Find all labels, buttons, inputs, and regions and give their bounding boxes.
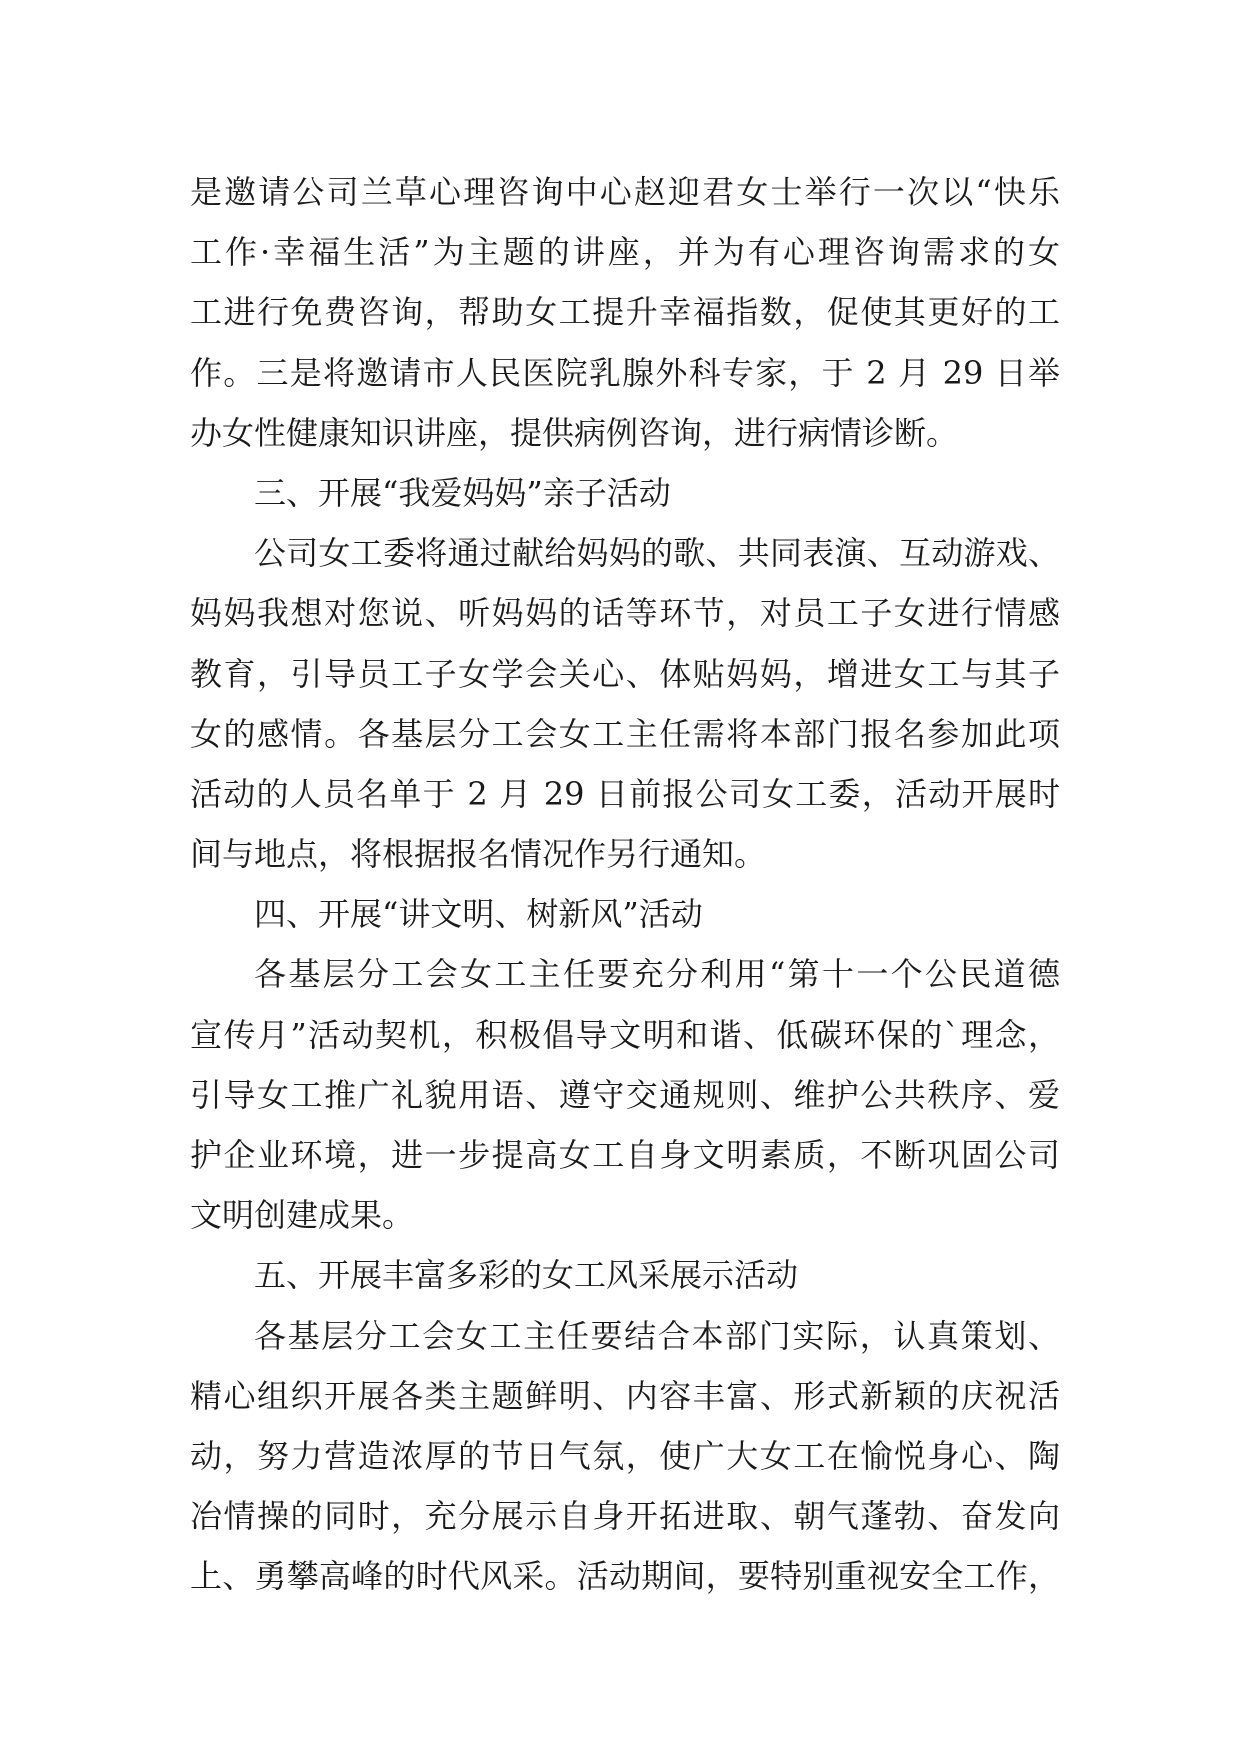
text-line: 护企业环境，进一步提高女工自身文明素质，不断巩固公司 bbox=[190, 1136, 1060, 1174]
text-line: 是邀请公司兰草心理咨询中心赵迎君女士举行一次以“快乐 bbox=[190, 173, 1060, 211]
text-line: 引导女工推广礼貌用语、遵守交通规则、维护公共秩序、爱 bbox=[190, 1075, 1060, 1114]
text-line: 活动的人员名单于 2 月 29 日前报公司女工委，活动开展时 bbox=[190, 774, 1060, 813]
text-line: 教育，引导员工子女学会关心、体贴妈妈，增进女工与其子 bbox=[190, 654, 1060, 693]
text-line: 妈妈我想对您说、听妈妈的话等环节，对员工子女进行情感 bbox=[190, 594, 1060, 633]
paragraph bbox=[190, 1306, 1060, 1607]
section-heading: 四、开展“讲文明、树新风”活动 bbox=[254, 895, 703, 934]
text-line: 女的感情。各基层分工会女工主任需将本部门报名参加此项 bbox=[190, 714, 1060, 753]
text-line: 办女性健康知识讲座，提供病例咨询，进行病情诊断。 bbox=[190, 413, 959, 452]
paragraph bbox=[190, 162, 1060, 463]
text-line: 精心组织开展各类主题鲜明、内容丰富、形式新颖的庆祝活 bbox=[190, 1376, 1060, 1415]
paragraph bbox=[190, 944, 1060, 1245]
text-line: 各基层分工会女工主任要充分利用“第十一个公民道德 bbox=[254, 955, 1060, 994]
text-line: 各基层分工会女工主任要结合本部门实际，认真策划、 bbox=[254, 1316, 1060, 1355]
text-line: 宣传月”活动契机，积极倡导文明和谐、低碳环保的`理念， bbox=[190, 1015, 1060, 1054]
paragraph bbox=[190, 523, 1060, 884]
text-line: 公司女工委将通过献给妈妈的歌、共同表演、互动游戏、 bbox=[254, 534, 1060, 573]
text-line: 工进行免费咨询，帮助女工提升幸福指数，促使其更好的工 bbox=[190, 293, 1060, 332]
section-heading: 三、开展“我爱妈妈”亲子活动 bbox=[254, 473, 671, 512]
text-line: 上、勇攀高峰的时代风采。活动期间，要特别重视安全工作， bbox=[190, 1557, 1060, 1596]
text-line: 动，努力营造浓厚的节日气氛，使广大女工在愉悦身心、陶 bbox=[190, 1436, 1060, 1475]
text-line: 冶情操的同时，充分展示自身开拓进取、朝气蓬勃、奋发向 bbox=[190, 1497, 1060, 1536]
text-line: 文明创建成果。 bbox=[190, 1196, 415, 1235]
text-line: 工作·幸福生活”为主题的讲座，并为有心理咨询需求的女 bbox=[190, 233, 1060, 272]
text-line: 作。三是将邀请市人民医院乳腺外科专家，于 2 月 29 日举 bbox=[190, 353, 1060, 392]
document-body bbox=[190, 162, 1060, 1607]
text-line: 间与地点，将根据报名情况作另行通知。 bbox=[190, 835, 767, 874]
section-heading: 五、开展丰富多彩的女工风采展示活动 bbox=[254, 1256, 799, 1295]
